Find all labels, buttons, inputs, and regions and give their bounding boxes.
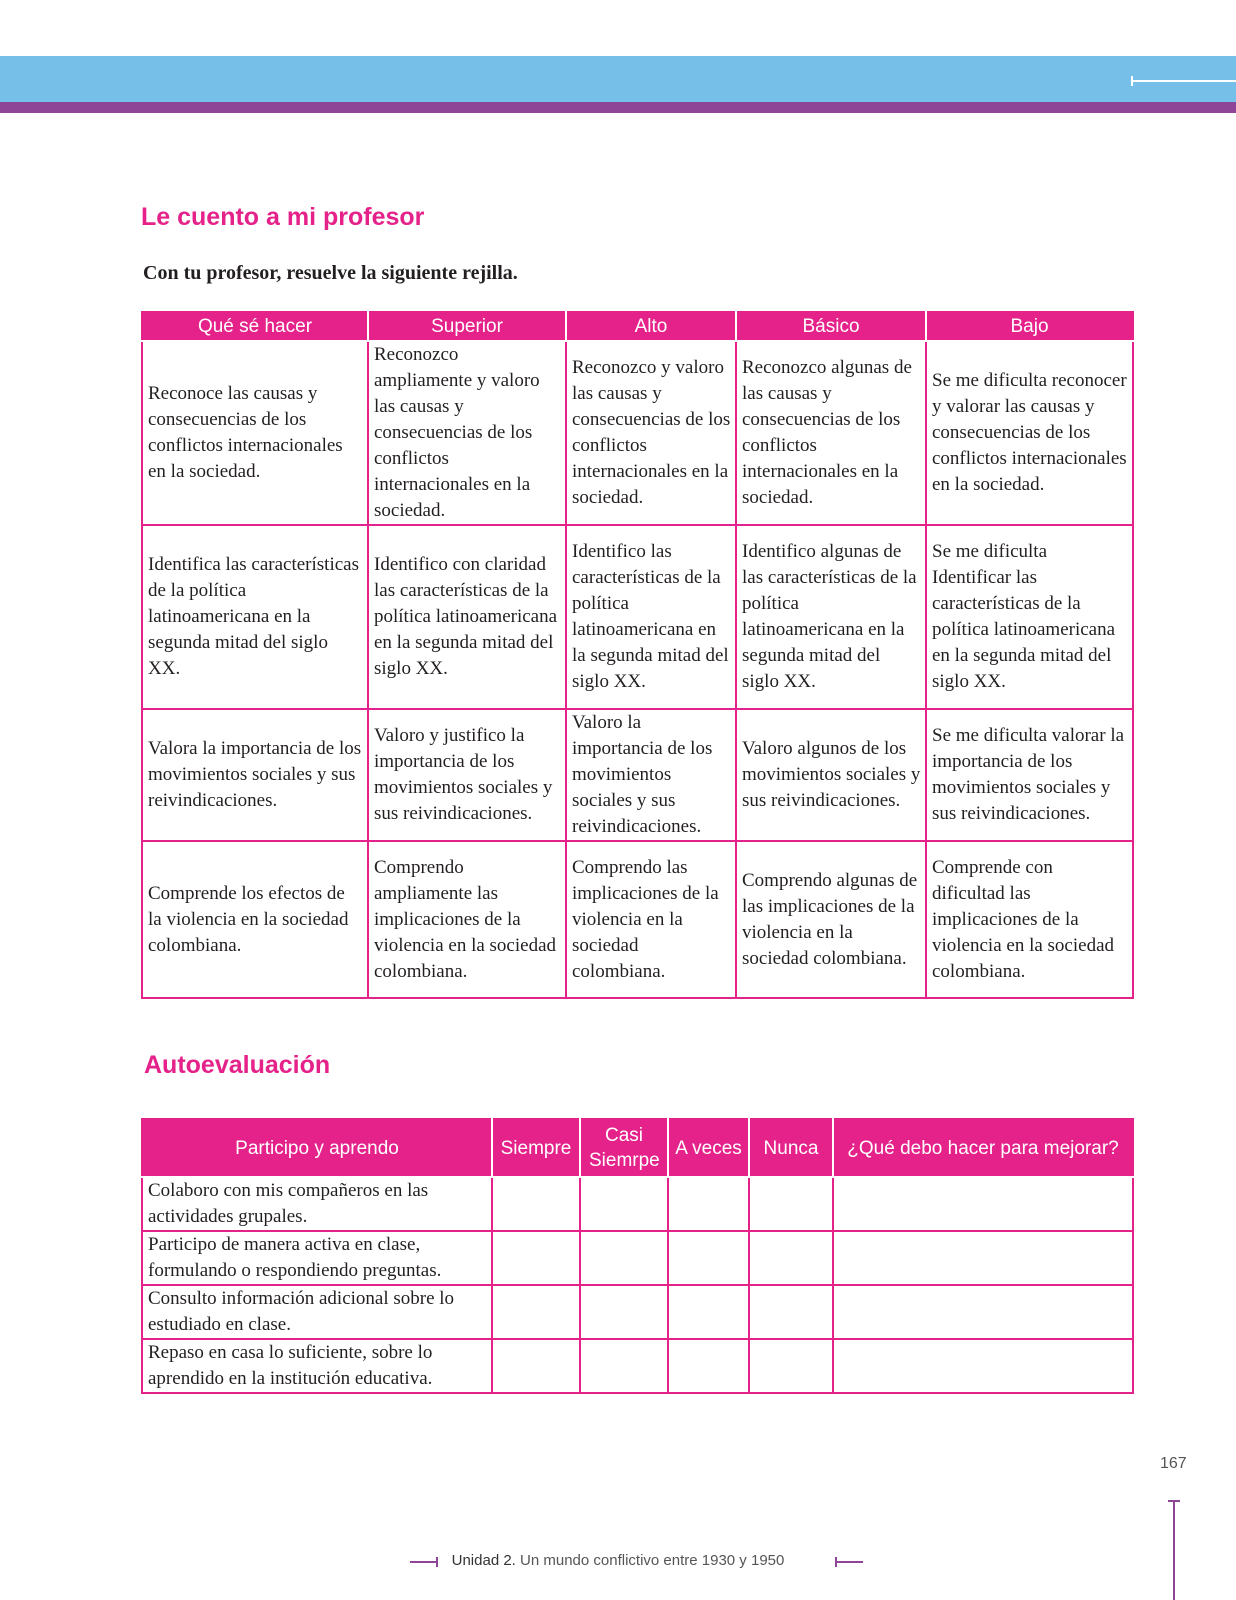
rubric-cell: Comprendo las implicaciones de la violencia en la sociedad colombiana. bbox=[566, 841, 736, 998]
table-row bbox=[142, 1231, 1133, 1285]
improvement-input[interactable] bbox=[833, 1339, 1133, 1393]
rubric-cell: Comprende con dificultad las implicaciones de la violencia en la sociedad colombiana. bbox=[926, 841, 1133, 998]
rubric-header-cell: Qué sé hacer bbox=[142, 312, 368, 341]
rubric-header-cell: Superior bbox=[368, 312, 566, 341]
rubric-cell: Valoro y justifico la importancia de los movimientos sociales y sus reivindicaciones. bbox=[368, 709, 566, 841]
self-header-cell: Nunca bbox=[749, 1119, 833, 1177]
self-statement-cell: Participo de manera activa en clase, formulando o respondiendo preguntas. bbox=[142, 1231, 492, 1285]
self-assessment-table bbox=[141, 1118, 1134, 1394]
rubric-cell: Reconozco algunas de las causas y consecuencias de los conflictos internacionales en la sociedad. bbox=[736, 341, 926, 525]
self-header-cell: A veces bbox=[668, 1119, 749, 1177]
table-row bbox=[142, 841, 1133, 998]
checkbox-a-veces[interactable] bbox=[668, 1231, 749, 1285]
self-statement-cell: Consulto información adicional sobre lo estudiado en clase. bbox=[142, 1285, 492, 1339]
instruction-text: Con tu profesor, resuelve la siguiente rejilla. bbox=[143, 262, 518, 284]
rubric-header-row bbox=[142, 312, 1133, 341]
header-band-tick bbox=[1131, 76, 1133, 86]
section-title-le-cuento: Le cuento a mi profesor bbox=[141, 203, 425, 231]
improvement-input[interactable] bbox=[833, 1285, 1133, 1339]
rubric-cell: Valoro la importancia de los movimientos sociales y sus reivindicaciones. bbox=[566, 709, 736, 841]
rubric-cell: Se me dificulta reconocer y valorar las causas y consecuencias de los conflictos internacionales en la sociedad. bbox=[926, 341, 1133, 525]
rubric-cell: Reconozco y valoro las causas y consecuencias de los conflictos internacionales en la sociedad. bbox=[566, 341, 736, 525]
self-header-row bbox=[142, 1119, 1133, 1177]
checkbox-casi-siempre[interactable] bbox=[580, 1231, 668, 1285]
rubric-cell: Identifico algunas de las características de la política latinoamericana en la segunda mitad del siglo XX. bbox=[736, 525, 926, 709]
checkbox-casi-siempre[interactable] bbox=[580, 1177, 668, 1231]
checkbox-a-veces[interactable] bbox=[668, 1177, 749, 1231]
rubric-header-cell: Alto bbox=[566, 312, 736, 341]
checkbox-a-veces[interactable] bbox=[668, 1339, 749, 1393]
self-header-cell: Siempre bbox=[492, 1119, 580, 1177]
checkbox-a-veces[interactable] bbox=[668, 1285, 749, 1339]
rubric-cell: Comprendo algunas de las implicaciones de la violencia en la sociedad colombiana. bbox=[736, 841, 926, 998]
rubric-cell: Comprendo ampliamente las implicaciones de la violencia en la sociedad colombiana. bbox=[368, 841, 566, 998]
table-row bbox=[142, 1339, 1133, 1393]
checkbox-nunca[interactable] bbox=[749, 1231, 833, 1285]
section-title-autoevaluacion: Autoevaluación bbox=[144, 1051, 331, 1079]
checkbox-casi-siempre[interactable] bbox=[580, 1339, 668, 1393]
header-band-rule bbox=[1132, 80, 1236, 82]
header-band-purple bbox=[0, 102, 1236, 113]
footer-rule-right-tick bbox=[835, 1557, 837, 1567]
checkbox-siempre[interactable] bbox=[492, 1285, 580, 1339]
rubric-cell: Se me dificulta valorar la importancia de los movimientos sociales y sus reivindicaciones. bbox=[926, 709, 1133, 841]
checkbox-nunca[interactable] bbox=[749, 1339, 833, 1393]
rubric-cell: Comprende los efectos de la violencia en la sociedad colombiana. bbox=[142, 841, 368, 998]
improvement-input[interactable] bbox=[833, 1177, 1133, 1231]
rubric-cell: Identifico con claridad las características de la política latinoamericana en la segunda mitad del siglo XX. bbox=[368, 525, 566, 709]
improvement-input[interactable] bbox=[833, 1231, 1133, 1285]
table-row bbox=[142, 709, 1133, 841]
table-row bbox=[142, 1285, 1133, 1339]
rubric-header-cell: Bajo bbox=[926, 312, 1133, 341]
checkbox-siempre[interactable] bbox=[492, 1339, 580, 1393]
footer-rule-right bbox=[835, 1561, 863, 1563]
footer bbox=[0, 1552, 1236, 1569]
self-header-cell: Participo y aprendo bbox=[142, 1119, 492, 1177]
footer-unit: Unidad 2. bbox=[451, 1552, 516, 1569]
rubric-cell: Se me dificulta Identificar las características de la política latinoamericana en la segunda mitad del siglo XX. bbox=[926, 525, 1133, 709]
checkbox-siempre[interactable] bbox=[492, 1177, 580, 1231]
self-header-cell bbox=[580, 1119, 668, 1177]
self-header-cell: ¿Qué debo hacer para mejorar? bbox=[833, 1119, 1133, 1177]
header-band-blue bbox=[0, 56, 1236, 102]
self-statement-cell: Colaboro con mis compañeros en las actividades grupales. bbox=[142, 1177, 492, 1231]
self-header-casi-siempre: Casi Siemrpe bbox=[589, 1125, 660, 1171]
rubric-table bbox=[141, 311, 1134, 999]
margin-rule bbox=[1173, 1500, 1175, 1600]
table-row bbox=[142, 525, 1133, 709]
rubric-cell: Identifico las características de la política latinoamericana en la segunda mitad del siglo XX. bbox=[566, 525, 736, 709]
rubric-cell: Valoro algunos de los movimientos sociales y sus reivindicaciones. bbox=[736, 709, 926, 841]
checkbox-siempre[interactable] bbox=[492, 1231, 580, 1285]
rubric-cell: Identifica las características de la política latinoamericana en la segunda mitad del siglo XX. bbox=[142, 525, 368, 709]
table-row bbox=[142, 1177, 1133, 1231]
table-row bbox=[142, 341, 1133, 525]
page-number: 167 bbox=[1160, 1455, 1187, 1472]
rubric-cell: Reconozco ampliamente y valoro las causas y consecuencias de los conflictos internacionales en la sociedad. bbox=[368, 341, 566, 525]
rubric-cell: Reconoce las causas y consecuencias de los conflictos internacionales en la sociedad. bbox=[142, 341, 368, 525]
footer-text: Un mundo conflictivo entre 1930 y 1950 bbox=[520, 1552, 785, 1569]
checkbox-nunca[interactable] bbox=[749, 1285, 833, 1339]
checkbox-casi-siempre[interactable] bbox=[580, 1285, 668, 1339]
rubric-header-cell: Básico bbox=[736, 312, 926, 341]
self-statement-cell: Repaso en casa lo suficiente, sobre lo aprendido en la institución educativa. bbox=[142, 1339, 492, 1393]
rubric-cell: Valora la importancia de los movimientos sociales y sus reivindicaciones. bbox=[142, 709, 368, 841]
checkbox-nunca[interactable] bbox=[749, 1177, 833, 1231]
